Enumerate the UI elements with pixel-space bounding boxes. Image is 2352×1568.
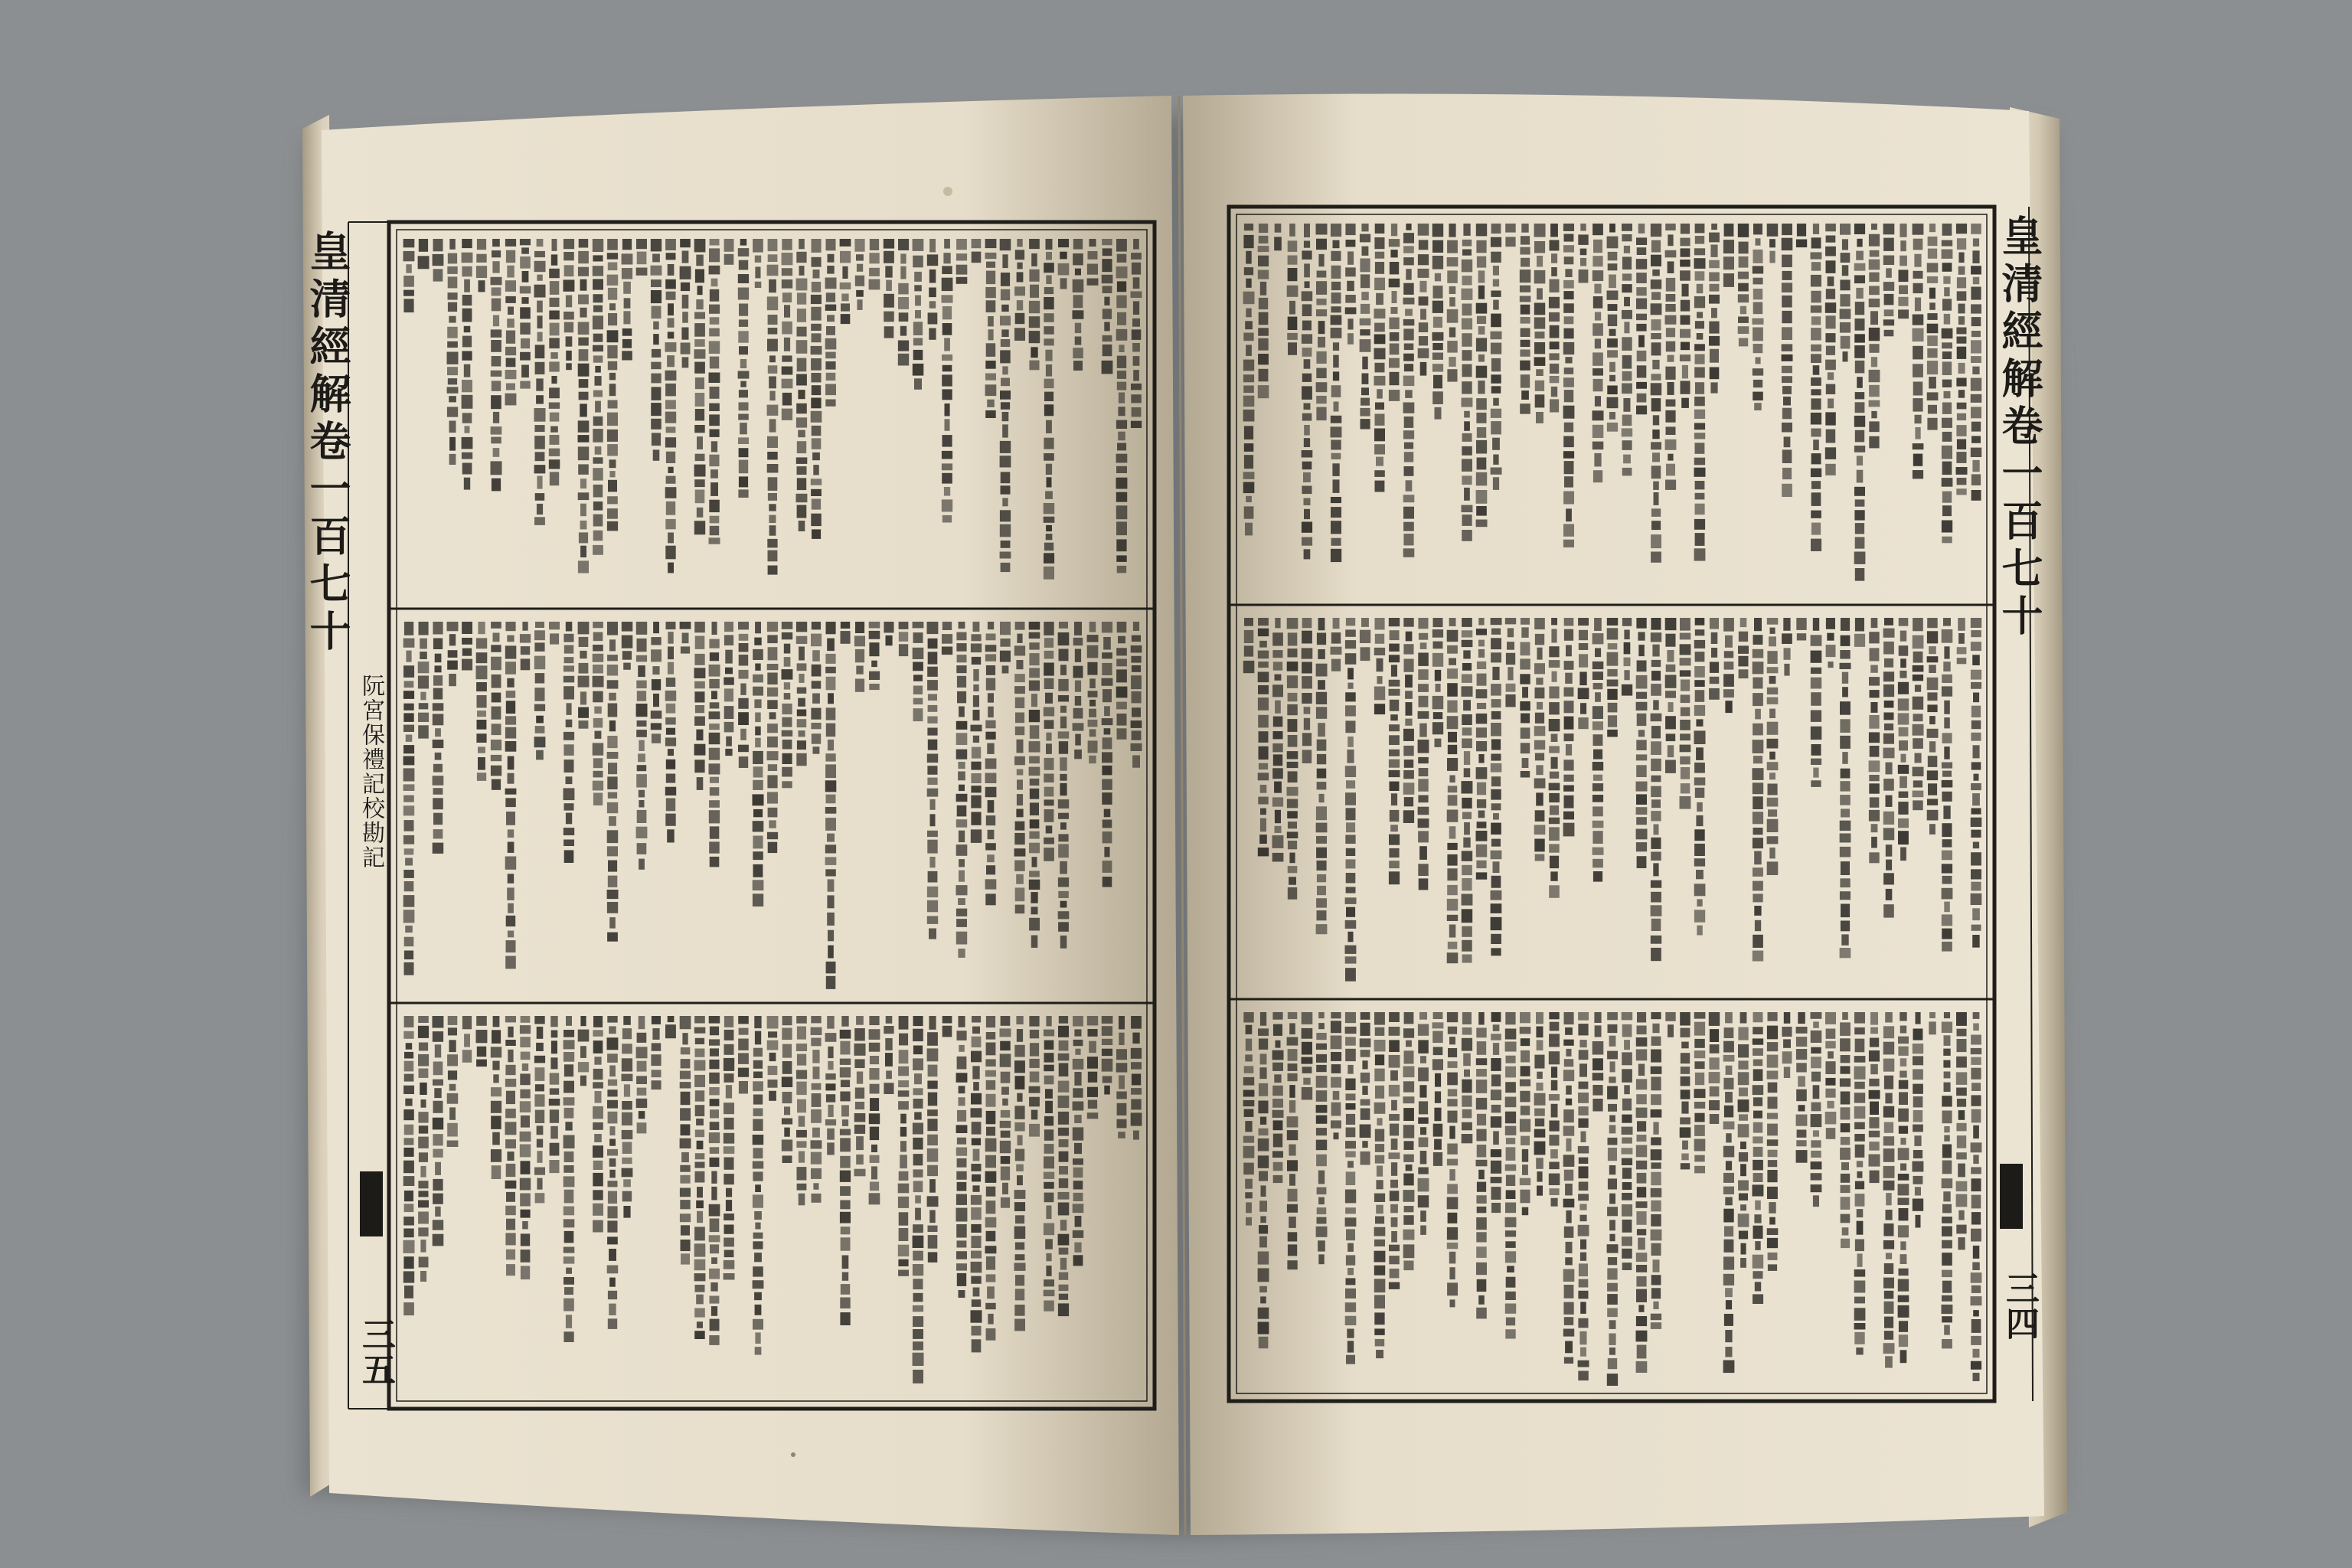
left-folio-number: 三五 bbox=[356, 1317, 395, 1387]
left-title-banner: 皇清經解卷一百七十 bbox=[303, 230, 352, 657]
right-folio-number: 三四 bbox=[2000, 1271, 2039, 1341]
left-side-label: 阮宮保禮記校勘記 bbox=[358, 674, 384, 870]
right-title-banner: 皇清經解卷一百七十 bbox=[1995, 214, 2044, 642]
